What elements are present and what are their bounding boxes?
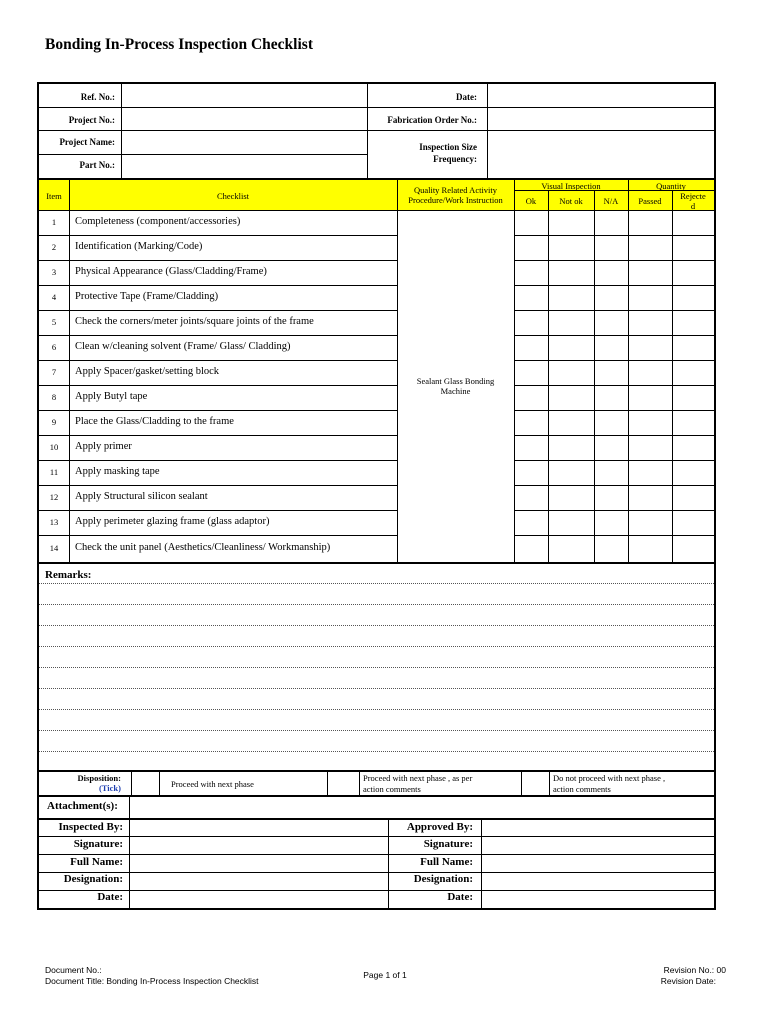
attachments-label: Attachment(s): [47,800,118,812]
inspection-frequency-label: Frequency: [433,154,477,164]
approver-signature-field[interactable] [482,837,713,853]
table-row [39,385,714,410]
approved-by-label: Approved By: [406,821,473,833]
row-text: Physical Appearance (Glass/Cladding/Frame) [75,266,267,277]
disposition-option-do-not-proceed-l2: action comments [553,784,611,794]
approver-date-field[interactable] [482,891,713,907]
table-row [39,535,714,562]
activity-cell-l2: Machine [440,386,471,396]
remarks-line [39,751,714,752]
inspection-size-label: Inspection Size [419,142,477,152]
header-rule [39,154,367,155]
footer-page-number: Page 1 of 1 [363,970,407,980]
signoff-rule [39,854,714,855]
row-text: Apply perimeter glazing frame (glass adaptor) [75,516,270,527]
signoff-divider [481,820,482,908]
row-text: Identification (Marking/Code) [75,241,203,252]
remarks-line [39,625,714,626]
fabrication-order-field[interactable] [487,108,715,128]
inspector-full-name-field[interactable] [130,855,387,871]
disposition-divider [359,772,360,795]
project-name-field[interactable] [121,131,366,175]
row-number: 10 [49,442,59,452]
footer-revision-no: Revision No.: 00 [663,965,726,975]
approver-designation-label: Designation: [413,873,473,885]
col-rejected-header-l1: Rejecte [680,191,706,201]
approver-date-label: Date: [447,891,473,903]
header-divider [121,84,122,178]
activity-cell-l1: Sealant Glass Bonding [416,376,495,386]
row-text: Protective Tape (Frame/Cladding) [75,291,219,302]
table-row [39,310,714,335]
project-no-field[interactable] [121,108,366,128]
header-divider [367,84,368,178]
remarks-label: Remarks: [45,569,92,581]
row-text: Check the unit panel (Aesthetics/Cleanliness/ Workmanship) [75,542,331,553]
table-row [39,510,714,535]
row-text: Place the Glass/Cladding to the frame [75,416,234,427]
row-number: 1 [51,217,57,227]
date-field[interactable] [487,85,715,105]
disposition-option-proceed-comments-l1: Proceed with next phase , as per [363,773,473,783]
signoff-rule [39,872,714,873]
disposition-label: Disposition: [77,773,121,783]
header-rule [367,130,714,131]
part-no-label: Part No.: [79,160,115,170]
inspection-form [37,82,716,910]
subheader-rule [514,190,714,191]
col-quantity-header: Quantity [656,181,686,191]
row-number: 5 [51,317,57,327]
row-number: 14 [49,543,59,553]
ref-no-field[interactable] [121,85,366,105]
row-number: 7 [51,367,57,377]
section-rule [39,562,714,564]
page-title: Bonding In-Process Inspection Checklist [45,36,313,53]
col-ok-header: Ok [525,196,537,206]
signoff-rule [39,890,714,891]
inspector-date-label: Date: [97,891,123,903]
footer-revision-date: Revision Date: [660,976,716,986]
col-checklist-header: Checklist [216,191,250,201]
col-visual-header: Visual Inspection [541,181,601,191]
footer-document-no: Document No.: [45,965,102,975]
table-row [39,285,714,310]
table-row [39,360,714,385]
remarks-line [39,730,714,731]
row-text: Check the corners/meter joints/square joints of the frame [75,316,314,327]
row-text: Clean w/cleaning solvent (Frame/ Glass/ Cladding) [75,341,291,352]
approver-full-name-field[interactable] [482,855,713,871]
attachments-field[interactable] [131,798,713,817]
table-row [39,410,714,435]
col-na-header: N/A [603,196,619,206]
col-activity-header-l2: Procedure/Work Instruction [408,195,503,205]
row-text: Apply masking tape [75,466,160,477]
row-text: Apply primer [75,441,132,452]
signoff-divider [388,820,389,908]
table-row [39,460,714,485]
remarks-line [39,667,714,668]
col-rejected-header-l2: d [690,201,696,211]
table-row [39,435,714,460]
table-row [39,210,714,235]
header-rule [39,107,714,108]
row-number: 2 [51,242,57,252]
row-number: 6 [51,342,57,352]
disposition-option-proceed-comments-l2: action comments [363,784,421,794]
inspector-designation-field[interactable] [130,873,387,889]
inspection-frequency-field[interactable] [487,131,715,175]
inspector-date-field[interactable] [130,891,387,907]
inspector-signature-label: Signature: [73,838,123,850]
disposition-checkbox-proceed-comments[interactable] [328,773,358,794]
approver-signature-label: Signature: [423,838,473,850]
col-activity-header-l1: Quality Related Activity [413,185,498,195]
attachments-divider [129,797,130,818]
project-no-label: Project No.: [68,115,115,125]
remarks-line [39,709,714,710]
approver-designation-field[interactable] [482,873,713,889]
signoff-rule [39,836,714,837]
project-name-label: Project Name: [59,137,115,147]
row-text: Completeness (component/accessories) [75,216,241,227]
row-number: 4 [51,292,57,302]
col-not-ok-header: Not ok [559,196,583,206]
remarks-line [39,646,714,647]
row-number: 3 [51,267,57,277]
footer-document-title: Document Title: Bonding In-Process Inspection Checklist [45,976,259,986]
section-rule [39,770,714,772]
section-rule [39,818,714,820]
row-number: 13 [49,517,59,527]
row-text: Apply Butyl tape [75,391,148,402]
disposition-checkbox-do-not-proceed[interactable] [522,773,548,794]
disposition-divider [159,772,160,795]
disposition-option-proceed: Proceed with next phase [171,779,254,789]
inspector-designation-label: Designation: [63,873,123,885]
row-text: Apply Structural silicon sealant [75,491,208,502]
header-rule [39,130,367,131]
inspector-full-name-label: Full Name: [70,856,123,868]
section-rule [39,795,714,797]
row-text: Apply Spacer/gasket/setting block [75,366,220,377]
table-row [39,235,714,260]
fabrication-order-label: Fabrication Order No.: [387,115,477,125]
table-row [39,260,714,285]
date-label: Date: [456,92,477,102]
disposition-tick-hint: (Tick) [98,783,121,793]
col-passed-header: Passed [638,196,662,206]
remarks-line [39,688,714,689]
remarks-line [39,604,714,605]
row-number: 11 [49,467,59,477]
row-number: 12 [49,492,59,502]
table-row [39,485,714,510]
row-number: 8 [51,392,57,402]
remarks-field[interactable] [39,582,714,770]
disposition-divider [549,772,550,795]
col-item-header: Item [46,191,62,201]
signoff-divider [129,820,130,908]
disposition-checkbox-proceed[interactable] [132,773,158,794]
remarks-line [39,583,714,584]
inspector-signature-field[interactable] [130,837,387,853]
approver-full-name-label: Full Name: [420,856,473,868]
header-divider [487,84,488,178]
disposition-option-do-not-proceed-l1: Do not proceed with next phase , [553,773,666,783]
inspected-by-label: Inspected By: [58,821,123,833]
row-number: 9 [51,417,57,427]
table-row [39,335,714,360]
ref-no-label: Ref. No.: [80,92,115,102]
